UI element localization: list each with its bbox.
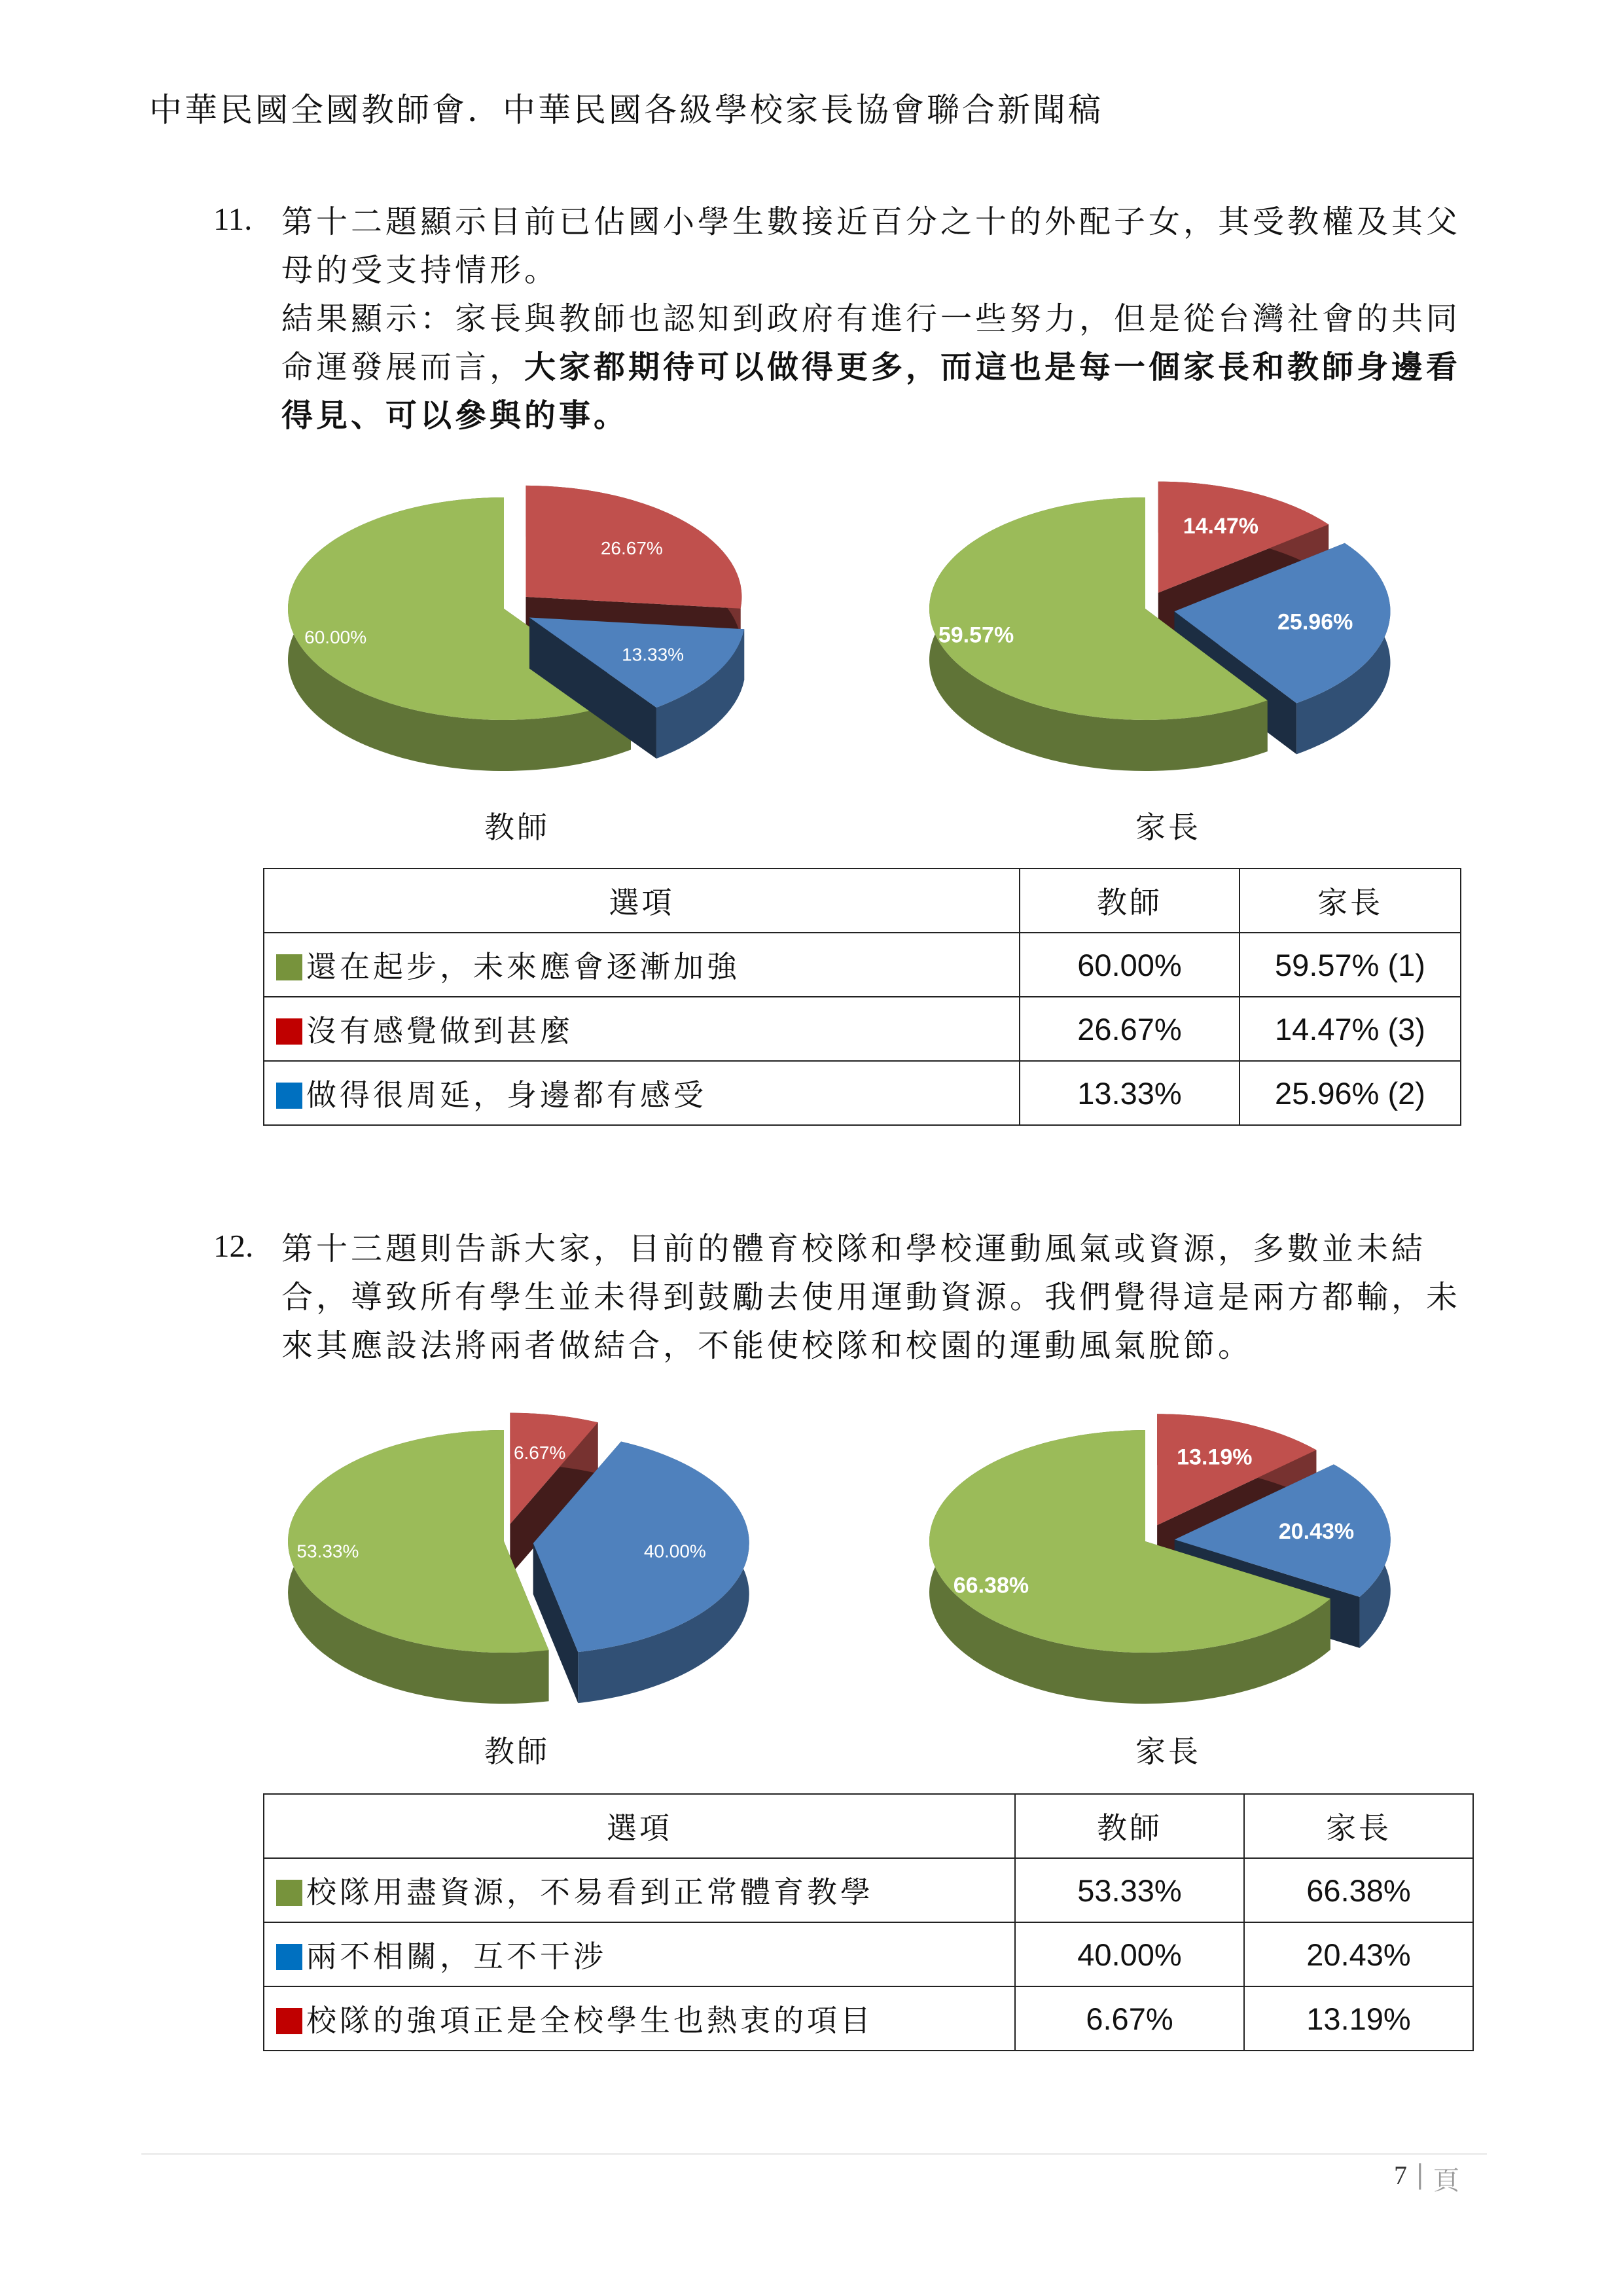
section-11-line-4 (281, 343, 1486, 391)
section-11-line-3: 結果顯示：家長與教師也認知到政府有進行一些努力，但是從台灣社會的共同 (281, 300, 1461, 337)
table-row (264, 1858, 1473, 1922)
pie-slice-label-1: 26.67% (600, 537, 663, 558)
green-swatch-icon (276, 954, 302, 980)
teacher-value: 53.33% (1015, 1858, 1244, 1922)
section-11-line-1: 第十二題顯示目前已佔國小學生數接近百分之十的外配子女，其受教權及其父 (281, 204, 1461, 240)
teacher-value: 26.67% (1020, 997, 1240, 1061)
option-cell (264, 1922, 1015, 1986)
pie-chart-q12-parent (890, 458, 1440, 812)
option-cell (264, 997, 1020, 1061)
pie-chart-q13-teacher (249, 1391, 798, 1744)
pie-slice-label-0: 66.38% (953, 1573, 1029, 1598)
option-label: 校隊的強項正是全校學生也熱衷的項目 (306, 2003, 874, 2038)
parent-value: 20.43% (1244, 1922, 1473, 1986)
page-number: 7 (1394, 2161, 1407, 2190)
pie-chart-q13-parent (890, 1391, 1440, 1744)
section-12-line-1: 第十三題則告訴大家，目前的體育校隊和學校運動風氣或資源，多數並未結 (281, 1230, 1427, 1267)
document-header: 中華民國全國教師會．中華民國各級學校家長協會聯合新聞稿 (149, 91, 1103, 129)
red-swatch-icon (276, 2008, 302, 2034)
page-word: 頁 (1433, 2166, 1459, 2196)
table-header-row (264, 869, 1461, 933)
table-header-row (264, 1794, 1473, 1858)
option-label: 校隊用盡資源，不易看到正常體育教學 (306, 1874, 874, 1910)
teacher-value: 40.00% (1015, 1922, 1244, 1986)
option-cell (264, 933, 1020, 997)
section-11-line-5 (281, 391, 1486, 440)
header-parent: 家長 (1244, 1794, 1473, 1858)
item-number-12: 12. (213, 1228, 254, 1264)
header-option: 選項 (264, 869, 1020, 933)
pie-slice-label-2: 20.43% (1278, 1519, 1355, 1545)
pie-slice-label-1: 13.19% (1177, 1444, 1253, 1470)
pie-slice-label-2: 13.33% (622, 644, 685, 665)
option-cell (264, 1986, 1015, 2051)
teacher-value: 13.33% (1020, 1061, 1240, 1125)
results-table-q12 (263, 868, 1461, 1126)
pie-slice-label-1: 6.67% (513, 1442, 566, 1463)
pie-slice-label-2: 25.96% (1277, 609, 1353, 635)
header-teacher: 教師 (1015, 1794, 1244, 1858)
option-label: 兩不相關，互不干涉 (306, 1939, 607, 1974)
blue-swatch-icon (276, 1083, 302, 1109)
red-swatch-icon (276, 1018, 302, 1045)
section-12-line-2: 合，導致所有學生並未得到鼓勵去使用運動資源。我們覺得這是兩方都輸，未 (281, 1279, 1461, 1316)
pie-slice-label-0: 53.33% (296, 1541, 359, 1562)
section-12-line-3: 來其應設法將兩者做結合，不能使校隊和校園的運動風氣脫節。 (281, 1327, 1253, 1364)
parent-value: 59.57% (1) (1240, 933, 1461, 997)
pie-slice-label-0: 60.00% (304, 627, 367, 648)
table-row (264, 1922, 1473, 1986)
parent-value: 66.38% (1244, 1858, 1473, 1922)
option-cell (264, 1858, 1015, 1922)
option-label: 沒有感覺做到甚麼 (306, 1013, 573, 1049)
section-11-line-4-bold: 大家都期待可以做得更多，而這也是每一個家長和教師身邊看 (524, 349, 1461, 386)
footer-divider (141, 2153, 1487, 2155)
option-label: 還在起步，未來應會逐漸加強 (306, 949, 740, 984)
page-separator: | (1416, 2160, 1425, 2190)
item-number-11: 11. (213, 201, 253, 237)
table-row (264, 933, 1461, 997)
section-11-line-5-bold: 得見、可以參與的事。 (281, 397, 629, 434)
pie-slice-label-1: 14.47% (1183, 513, 1259, 539)
header-option: 選項 (264, 1794, 1015, 1858)
teacher-value: 60.00% (1020, 933, 1240, 997)
results-table-q13 (263, 1793, 1474, 2051)
pie-slice-label-2: 40.00% (643, 1541, 706, 1562)
chart-caption-teacher: 教師 (484, 1734, 550, 1769)
section-11-line-2: 母的受支持情形。 (281, 252, 560, 289)
section-12-text (281, 1225, 1486, 1370)
section-11-text (281, 198, 1486, 440)
option-cell (264, 1061, 1020, 1125)
blue-swatch-icon (276, 1944, 302, 1970)
section-11-line-4-normal: 命運發展而言， (281, 349, 525, 386)
table-row (264, 997, 1461, 1061)
green-swatch-icon (276, 1880, 302, 1906)
header-parent: 家長 (1240, 869, 1461, 933)
pie-chart-q12-teacher (249, 458, 798, 812)
teacher-value: 6.67% (1015, 1986, 1244, 2051)
pie-slice-0 (288, 1430, 549, 1704)
chart-caption-parent: 家長 (1135, 1734, 1201, 1769)
parent-value: 25.96% (2) (1240, 1061, 1461, 1125)
option-label: 做得很周延，身邊都有感受 (306, 1077, 707, 1113)
chart-caption-teacher: 教師 (484, 810, 550, 845)
table-row (264, 1061, 1461, 1125)
parent-value: 14.47% (3) (1240, 997, 1461, 1061)
parent-value: 13.19% (1244, 1986, 1473, 2051)
table-row (264, 1986, 1473, 2051)
header-teacher: 教師 (1020, 869, 1240, 933)
chart-caption-parent: 家長 (1135, 810, 1201, 845)
pie-slice-label-0: 59.57% (938, 622, 1014, 648)
